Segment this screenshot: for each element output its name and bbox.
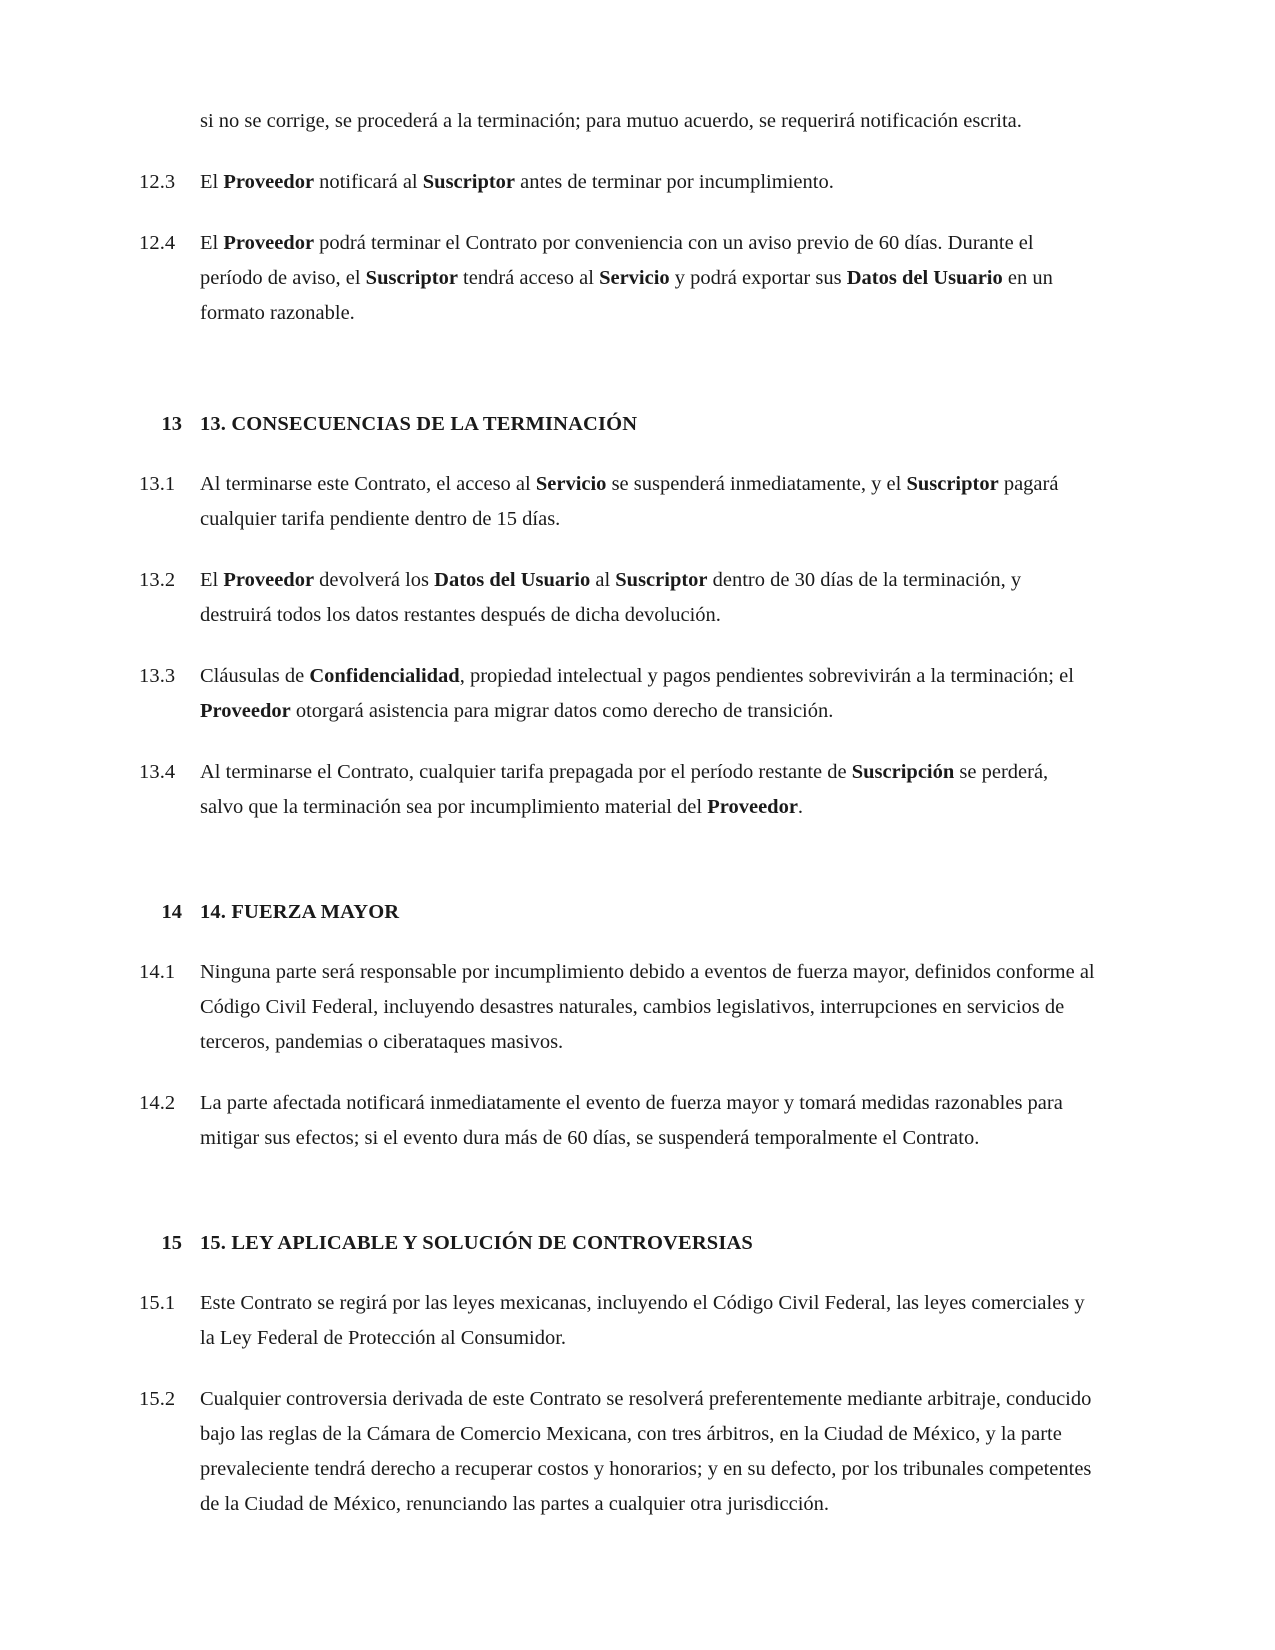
clause-text-run: Al terminarse el Contrato, cualquier tarifa prepagada por el período restante de — [200, 761, 852, 783]
clause-number: 13.2 — [139, 569, 176, 591]
clause-text-run: pagará cualquier tarifa pendiente dentro de 15 días. — [200, 473, 1059, 530]
clause-15-2 — [136, 1382, 1095, 1522]
clause-text — [200, 226, 1095, 331]
clause-text — [200, 563, 1095, 633]
emphasized-term: Proveedor — [707, 796, 798, 818]
clause-text-run: El — [200, 171, 224, 193]
emphasized-term: Suscriptor — [365, 267, 458, 289]
clause-text-run: Al terminarse este Contrato, el acceso al — [200, 473, 536, 495]
clause-text-run: dentro de 30 días de la terminación, y destruirá todos los datos restantes después de dicha devolución. — [200, 569, 1022, 626]
clause-text-run: El — [200, 232, 224, 254]
section-title: 14. FUERZA MAYOR — [200, 901, 400, 923]
emphasized-term: Suscriptor — [906, 473, 999, 495]
clause-text-run: Cualquier controversia derivada de este Contrato se resolverá preferentemente mediante arbitraje, conducido bajo las reglas de la Cámara de Comercio Mexicana, con tres árbitros, en la Ciudad de México, y la parte prevaleciente tendrá derecho a recuperar costos y honorarios; y en su defecto, por los tribunales competentes de la Ciudad de México, renunciando las partes a cualquier otra jurisdicción. — [200, 1388, 1092, 1515]
emphasized-term: Proveedor — [223, 171, 315, 193]
clause-number: 15.1 — [139, 1292, 176, 1314]
section-number: 15 — [161, 1232, 182, 1254]
clause-number: 14.2 — [139, 1092, 176, 1114]
clause-12-2-continuation — [136, 104, 1095, 139]
clause-13-2 — [136, 563, 1095, 633]
clause-number: 13.4 — [139, 761, 176, 783]
clause-text-run: se perderá, salvo que la terminación sea por incumplimiento material del — [200, 761, 1049, 818]
clause-13-3 — [136, 659, 1095, 729]
section-heading-15 — [136, 1226, 1095, 1260]
clause-text-run: Ninguna parte será responsable por incumplimiento debido a eventos de fuerza mayor, definidos conforme al Código Civil Federal, incluyendo desastres naturales, cambios legislativos, interrupciones en servicios de terceros, pandemias o ciberataques masivos. — [200, 961, 1095, 1053]
emphasized-term: Datos del Usuario — [434, 569, 591, 591]
document-content — [136, 104, 1095, 1522]
emphasized-term: Datos del Usuario — [846, 267, 1003, 289]
clause-text-run: tendrá acceso al — [457, 267, 600, 289]
clause-text-run: Este Contrato se regirá por las leyes mexicanas, incluyendo el Código Civil Federal, las leyes comerciales y la Ley Federal de Protección al Consumidor. — [200, 1292, 1085, 1349]
clause-text-run: al — [590, 569, 616, 591]
emphasized-term: Suscriptor — [422, 171, 516, 193]
clause-14-1 — [136, 955, 1095, 1060]
clause-text-run: se suspenderá inmediatamente, y el — [606, 473, 907, 495]
section-title: 15. LEY APLICABLE Y SOLUCIÓN DE CONTROVERSIAS — [200, 1232, 753, 1254]
emphasized-term: Servicio — [535, 473, 607, 495]
clause-number: 12.3 — [139, 171, 176, 193]
emphasized-term: Suscripción — [851, 761, 955, 783]
clause-text-run: y podrá exportar sus — [669, 267, 847, 289]
clause-text — [200, 659, 1095, 729]
clause-text-run: . — [797, 796, 804, 818]
emphasized-term: Servicio — [599, 267, 670, 289]
clause-text-run: devolverá los — [314, 569, 435, 591]
emphasized-term: Proveedor — [223, 232, 315, 254]
clause-text-run: notificará al — [314, 171, 423, 193]
clause-text — [200, 165, 1095, 200]
emphasized-term: Suscriptor — [615, 569, 708, 591]
clause-number: 12.4 — [139, 232, 176, 254]
clause-number: 13.1 — [139, 473, 176, 495]
section-heading-14 — [136, 895, 1095, 929]
clause-15-1 — [136, 1286, 1095, 1356]
clause-text-run: Cláusulas de — [200, 665, 310, 687]
clause-text — [200, 1086, 1095, 1156]
clause-text — [200, 755, 1095, 825]
emphasized-term: Confidencialidad — [309, 665, 460, 687]
emphasized-term: Proveedor — [200, 700, 291, 722]
clause-text-run: podrá terminar el Contrato por conveniencia con un aviso previo de 60 días. Durante el período de aviso, el — [200, 232, 1034, 289]
clause-13-1 — [136, 467, 1095, 537]
section-number: 14 — [161, 901, 182, 923]
clause-text — [200, 955, 1095, 1060]
clause-13-4 — [136, 755, 1095, 825]
clause-text-run: El — [200, 569, 224, 591]
clause-12-3 — [136, 165, 1095, 200]
clause-text-run: otorgará asistencia para migrar datos como derecho de transición. — [290, 700, 834, 722]
clause-12-4 — [136, 226, 1095, 331]
clause-text-run: La parte afectada notificará inmediatamente el evento de fuerza mayor y tomará medidas razonables para mitigar sus efectos; si el evento dura más de 60 días, se suspenderá temporalmente el Contrato. — [200, 1092, 1063, 1149]
clause-number: 14.1 — [139, 961, 176, 983]
clause-text-run: si no se corrige, se procederá a la terminación; para mutuo acuerdo, se requerirá notificación escrita. — [200, 110, 1022, 132]
section-title: 13. CONSECUENCIAS DE LA TERMINACIÓN — [200, 413, 638, 435]
section-number: 13 — [161, 413, 182, 435]
clause-text — [200, 1382, 1095, 1522]
clause-number: 13.3 — [139, 665, 176, 687]
clause-text-run: , propiedad intelectual y pagos pendientes sobrevivirán a la terminación; el — [459, 665, 1074, 687]
clause-14-2 — [136, 1086, 1095, 1156]
clause-text-run: en un formato razonable. — [200, 267, 1053, 324]
clause-text — [200, 467, 1095, 537]
emphasized-term: Proveedor — [223, 569, 315, 591]
clause-text-run: antes de terminar por incumplimiento. — [515, 171, 834, 193]
clause-number: 15.2 — [139, 1388, 176, 1410]
clause-text — [200, 1286, 1095, 1356]
section-heading-13 — [136, 407, 1095, 441]
